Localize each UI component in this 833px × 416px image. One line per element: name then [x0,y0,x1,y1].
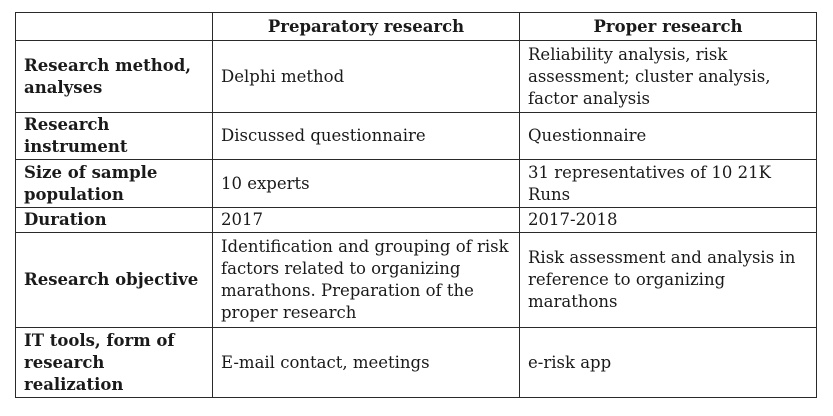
row-label-research-instrument: Research instrument [16,113,213,160]
cell-preparatory: Delphi method [213,41,520,113]
row-label-duration: Duration [16,208,213,233]
cell-proper: 31 representatives of 10 21K Runs [520,160,817,208]
cell-preparatory: 10 experts [213,160,520,208]
header-preparatory-research: Preparatory research [213,13,520,41]
row-label-it-tools: IT tools, form of research realization [16,328,213,398]
row-label-research-method: Research method, analyses [16,41,213,113]
cell-proper: Risk assessment and analysis in reference to organizing marathons [520,233,817,328]
table-header-row [16,13,817,41]
table-row [16,208,817,233]
table-row [16,41,817,113]
cell-preparatory: Discussed questionnaire [213,113,520,160]
cell-proper: 2017-2018 [520,208,817,233]
cell-proper: Reliability analysis, risk assessment; cluster analysis, factor analysis [520,41,817,113]
table-row [16,113,817,160]
research-comparison-table [15,12,817,398]
table-row [16,328,817,398]
header-corner-cell [16,13,213,41]
row-label-sample-size: Size of sample population [16,160,213,208]
cell-preparatory: 2017 [213,208,520,233]
table-row [16,233,817,328]
header-proper-research: Proper research [520,13,817,41]
table-row [16,160,817,208]
cell-proper: e-risk app [520,328,817,398]
cell-proper: Questionnaire [520,113,817,160]
row-label-research-objective: Research objective [16,233,213,328]
cell-preparatory: E-mail contact, meetings [213,328,520,398]
cell-preparatory: Identification and grouping of risk factors related to organizing marathons. Preparation of the proper research [213,233,520,328]
